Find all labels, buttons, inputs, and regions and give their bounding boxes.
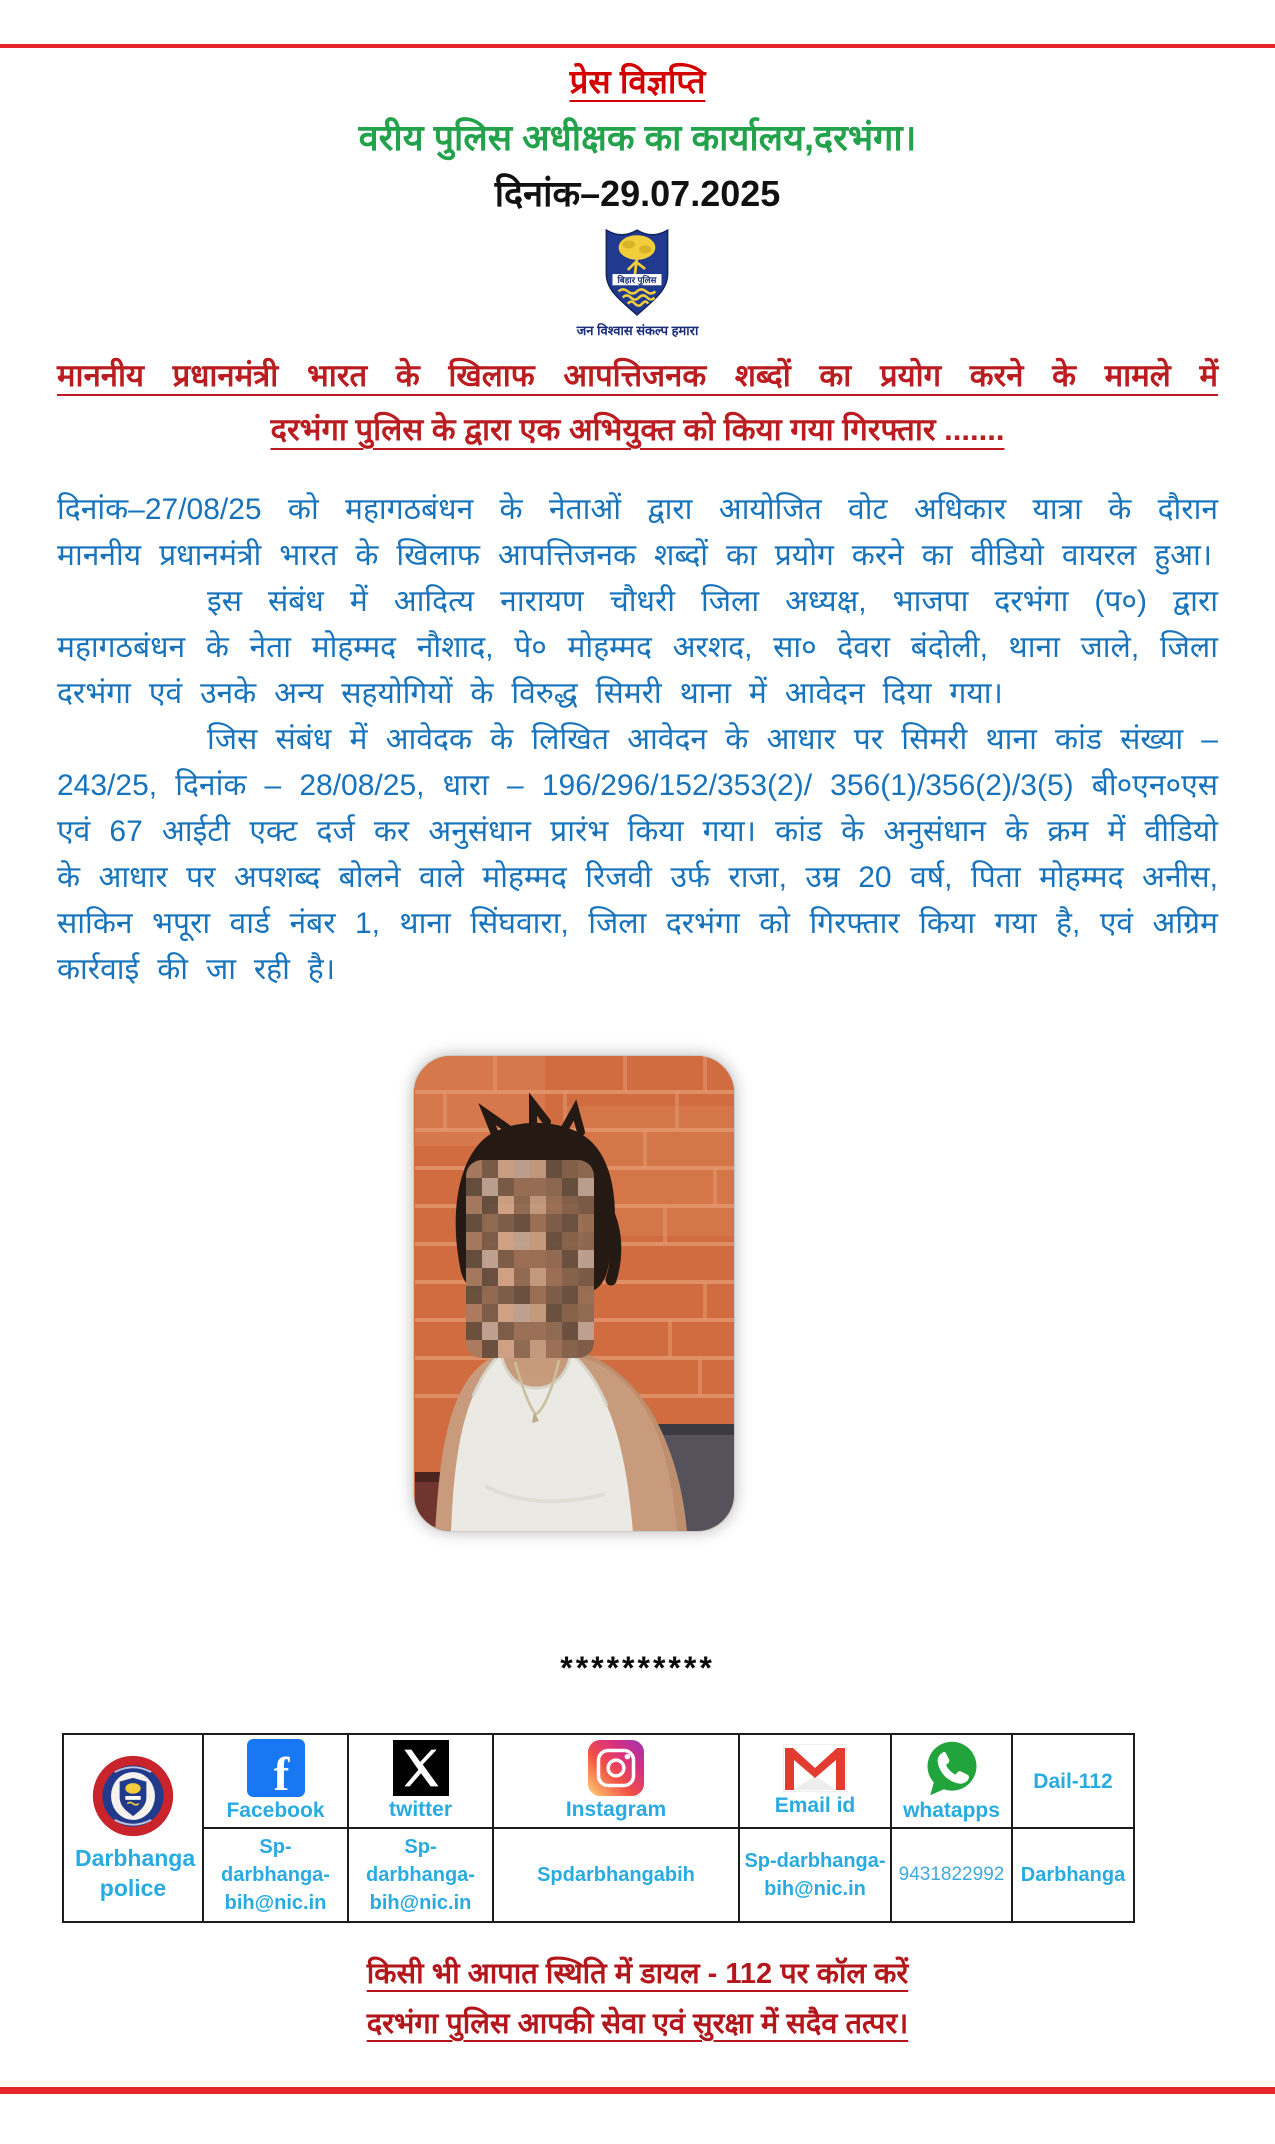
mosaic-tile xyxy=(578,1196,594,1214)
mosaic-tile xyxy=(578,1322,594,1340)
dial-112-label: Dail-112 xyxy=(1033,1770,1113,1793)
email-header-cell xyxy=(739,1734,891,1828)
mosaic-tile xyxy=(578,1178,594,1196)
facebook-label: Facebook xyxy=(226,1799,325,1822)
email-address: Sp-darbhanga-bih@nic.in xyxy=(744,1850,886,1900)
bihar-police-emblem xyxy=(0,223,1275,339)
document-header xyxy=(0,58,1275,217)
mosaic-tile xyxy=(546,1160,562,1178)
mosaic-tile xyxy=(466,1250,482,1268)
top-red-rule xyxy=(0,44,1275,48)
mosaic-tile xyxy=(482,1196,498,1214)
mosaic-tile xyxy=(562,1178,578,1196)
mosaic-tile xyxy=(482,1322,498,1340)
mosaic-tile xyxy=(498,1214,514,1232)
instagram-header-cell xyxy=(493,1734,739,1828)
mosaic-tile xyxy=(546,1250,562,1268)
mosaic-tile xyxy=(498,1340,514,1358)
mosaic-tile xyxy=(466,1178,482,1196)
suspect-photo xyxy=(413,1055,735,1532)
mosaic-tile xyxy=(578,1214,594,1232)
mosaic-tile xyxy=(530,1322,546,1340)
twitter-x-icon xyxy=(353,1740,488,1796)
org-cell xyxy=(63,1734,203,1922)
mosaic-tile xyxy=(562,1250,578,1268)
twitter-header-cell xyxy=(348,1734,493,1828)
dial-value-cell xyxy=(1012,1828,1134,1922)
mosaic-tile xyxy=(546,1304,562,1322)
mosaic-tile xyxy=(498,1304,514,1322)
mosaic-tile xyxy=(562,1232,578,1250)
mosaic-tile xyxy=(466,1322,482,1340)
mosaic-tile xyxy=(578,1232,594,1250)
mosaic-tile xyxy=(514,1250,530,1268)
mosaic-tile xyxy=(482,1160,498,1178)
gmail-icon xyxy=(744,1744,886,1792)
mosaic-tile xyxy=(530,1304,546,1322)
mosaic-tile xyxy=(498,1232,514,1250)
mosaic-tile xyxy=(482,1286,498,1304)
twitter-label: twitter xyxy=(389,1798,452,1821)
mosaic-tile xyxy=(578,1286,594,1304)
svg-text:f: f xyxy=(273,1748,289,1797)
mosaic-tile xyxy=(466,1304,482,1322)
mosaic-tile xyxy=(514,1178,530,1196)
mosaic-tile xyxy=(546,1214,562,1232)
mosaic-tile xyxy=(546,1232,562,1250)
mosaic-tile xyxy=(482,1178,498,1196)
mosaic-tile xyxy=(498,1160,514,1178)
pixelated-face-mosaic xyxy=(466,1160,594,1358)
asterisk-separator: ********** xyxy=(560,1650,715,1686)
paragraph-2: इस संबंध में आदित्य नारायण चौधरी जिला अध्यक्ष, भाजपा दरभंगा (प०) द्वारा महागठबंधन के नेता मोहम्मद नौशाद, पे० मोहम्मद अरशद, सा० देवरा बंदोली, थाना जाले, जिला दरभंगा एवं उनके अन्य सहयोगियों के विरुद्ध सिमरी थाना में आवेदन दिया गया। xyxy=(57,585,1218,710)
mosaic-tile xyxy=(498,1178,514,1196)
mosaic-tile xyxy=(514,1196,530,1214)
mosaic-tile xyxy=(482,1232,498,1250)
office-line: वरीय पुलिस अधीक्षक का कार्यालय,दरभंगा। xyxy=(358,117,917,158)
mosaic-tile xyxy=(466,1232,482,1250)
whatsapp-header-cell xyxy=(891,1734,1012,1828)
mosaic-tile xyxy=(498,1268,514,1286)
org-name: Darbhanga police xyxy=(75,1845,196,1901)
mosaic-tile xyxy=(514,1286,530,1304)
mosaic-tile xyxy=(466,1268,482,1286)
mosaic-tile xyxy=(562,1214,578,1232)
mosaic-tile xyxy=(530,1178,546,1196)
mosaic-tile xyxy=(482,1268,498,1286)
whatsapp-value-cell xyxy=(891,1828,1012,1922)
headline-line-1: माननीय प्रधानमंत्री भारत के खिलाफ आपत्तिजनक शब्दों का प्रयोग करने के मामले में xyxy=(57,358,1218,393)
darbhanga-police-badge-icon xyxy=(68,1753,198,1839)
paragraph-1: दिनांक–27/08/25 को महागठबंधन के नेताओं द्वारा आयोजित वोट अधिकार यात्रा के दौरान माननीय प्रधानमंत्री भारत के खिलाफ आपत्तिजनक शब्दों का प्रयोग करने का वीडियो वायरल हुआ। xyxy=(57,493,1218,572)
email-value-cell xyxy=(739,1828,891,1922)
mosaic-tile xyxy=(546,1268,562,1286)
notice-line-1: किसी भी आपात स्थिति में डायल - 112 पर कॉल करें xyxy=(366,1958,909,1990)
mosaic-tile xyxy=(482,1304,498,1322)
mosaic-tile xyxy=(514,1304,530,1322)
email-label: Email id xyxy=(774,1794,856,1817)
mosaic-tile xyxy=(546,1178,562,1196)
facebook-icon xyxy=(208,1739,343,1797)
mosaic-tile xyxy=(498,1286,514,1304)
mosaic-tile xyxy=(514,1232,530,1250)
mosaic-tile xyxy=(530,1268,546,1286)
mosaic-tile xyxy=(466,1214,482,1232)
body-text xyxy=(57,487,1218,993)
mosaic-tile xyxy=(562,1304,578,1322)
mosaic-tile xyxy=(546,1286,562,1304)
press-release-title: प्रेस विज्ञप्ति xyxy=(569,63,706,100)
whatsapp-number: 9431822992 xyxy=(898,1864,1005,1885)
facebook-handle: Sp-darbhanga-bih@nic.in xyxy=(221,1836,330,1914)
mosaic-tile xyxy=(514,1322,530,1340)
mosaic-tile xyxy=(530,1286,546,1304)
mosaic-tile xyxy=(562,1286,578,1304)
mosaic-tile xyxy=(578,1250,594,1268)
twitter-value-cell xyxy=(348,1828,493,1922)
mosaic-tile xyxy=(514,1214,530,1232)
mosaic-tile xyxy=(562,1160,578,1178)
instagram-value-cell xyxy=(493,1828,739,1922)
mosaic-tile xyxy=(498,1196,514,1214)
mosaic-tile xyxy=(562,1268,578,1286)
mosaic-tile xyxy=(498,1250,514,1268)
mosaic-tile xyxy=(578,1304,594,1322)
mosaic-tile xyxy=(578,1268,594,1286)
mosaic-tile xyxy=(482,1214,498,1232)
dial-district: Darbhanga xyxy=(1020,1864,1126,1886)
mosaic-tile xyxy=(562,1196,578,1214)
instagram-icon xyxy=(498,1740,734,1796)
mosaic-tile xyxy=(546,1340,562,1358)
twitter-handle: Sp-darbhanga-bih@nic.in xyxy=(366,1836,475,1914)
mosaic-tile xyxy=(530,1340,546,1358)
mosaic-tile xyxy=(530,1250,546,1268)
whatsapp-icon xyxy=(896,1739,1007,1797)
facebook-header-cell xyxy=(203,1734,348,1828)
whatsapp-label: whatapps xyxy=(903,1799,1000,1822)
mosaic-tile xyxy=(482,1250,498,1268)
mosaic-tile xyxy=(530,1160,546,1178)
mosaic-tile xyxy=(498,1322,514,1340)
date-line: दिनांक–29.07.2025 xyxy=(494,173,781,214)
instagram-label: Instagram xyxy=(565,1798,667,1821)
mosaic-tile xyxy=(514,1340,530,1358)
bihar-police-emblem-icon xyxy=(598,223,678,321)
facebook-value-cell xyxy=(203,1828,348,1922)
headline-line-2: दरभंगा पुलिस के द्वारा एक अभियुक्त को किया गया गिरफ्तार ....... xyxy=(270,412,1005,447)
mosaic-tile xyxy=(530,1214,546,1232)
contact-table xyxy=(62,1733,1135,1923)
paragraph-3: जिस संबंध में आवेदक के लिखित आवेदन के आधार पर सिमरी थाना कांड संख्या – 243/25, दिनांक – 28/08/25, धारा – 196/296/152/353(2)/ 356(1)/356(2)/3(5) बी०एन०एस एवं 67 आईटी एक्ट दर्ज कर अनुसंधान प्रारंभ किया गया। कांड के अनुसंधान के क्रम में वीडियो के आधार पर अपशब्द बोलने वाले मोहम्मद रिजवी उर्फ राजा, उम्र 20 वर्ष, पिता मोहम्मद अनीस, साकिन भपूरा वार्ड नंबर 1, थाना सिंघवारा, जिला दरभंगा को गिरफ्तार किया गया है, एवं अग्रिम कार्रवाई की जा रही है। xyxy=(57,723,1218,986)
mosaic-tile xyxy=(466,1196,482,1214)
mosaic-tile xyxy=(514,1268,530,1286)
headline xyxy=(57,349,1218,457)
mosaic-tile xyxy=(530,1196,546,1214)
mosaic-tile xyxy=(562,1322,578,1340)
mosaic-tile xyxy=(546,1196,562,1214)
mosaic-tile xyxy=(466,1286,482,1304)
mosaic-tile xyxy=(562,1340,578,1358)
dial-header-cell xyxy=(1012,1734,1134,1828)
mosaic-tile xyxy=(482,1340,498,1358)
instagram-handle: Spdarbhangabih xyxy=(537,1864,695,1886)
mosaic-tile xyxy=(546,1322,562,1340)
mosaic-tile xyxy=(514,1160,530,1178)
emergency-notice xyxy=(0,1949,1275,2049)
mosaic-tile xyxy=(530,1232,546,1250)
notice-line-2: दरभंगा पुलिस आपकी सेवा एवं सुरक्षा में सदैव तत्पर। xyxy=(366,2008,909,2040)
emblem-motto: जन विश्वास संकल्प हमारा xyxy=(576,323,699,338)
svg-text:बिहार पुलिस: बिहार पुलिस xyxy=(617,275,656,286)
bottom-red-rule xyxy=(0,2087,1275,2094)
